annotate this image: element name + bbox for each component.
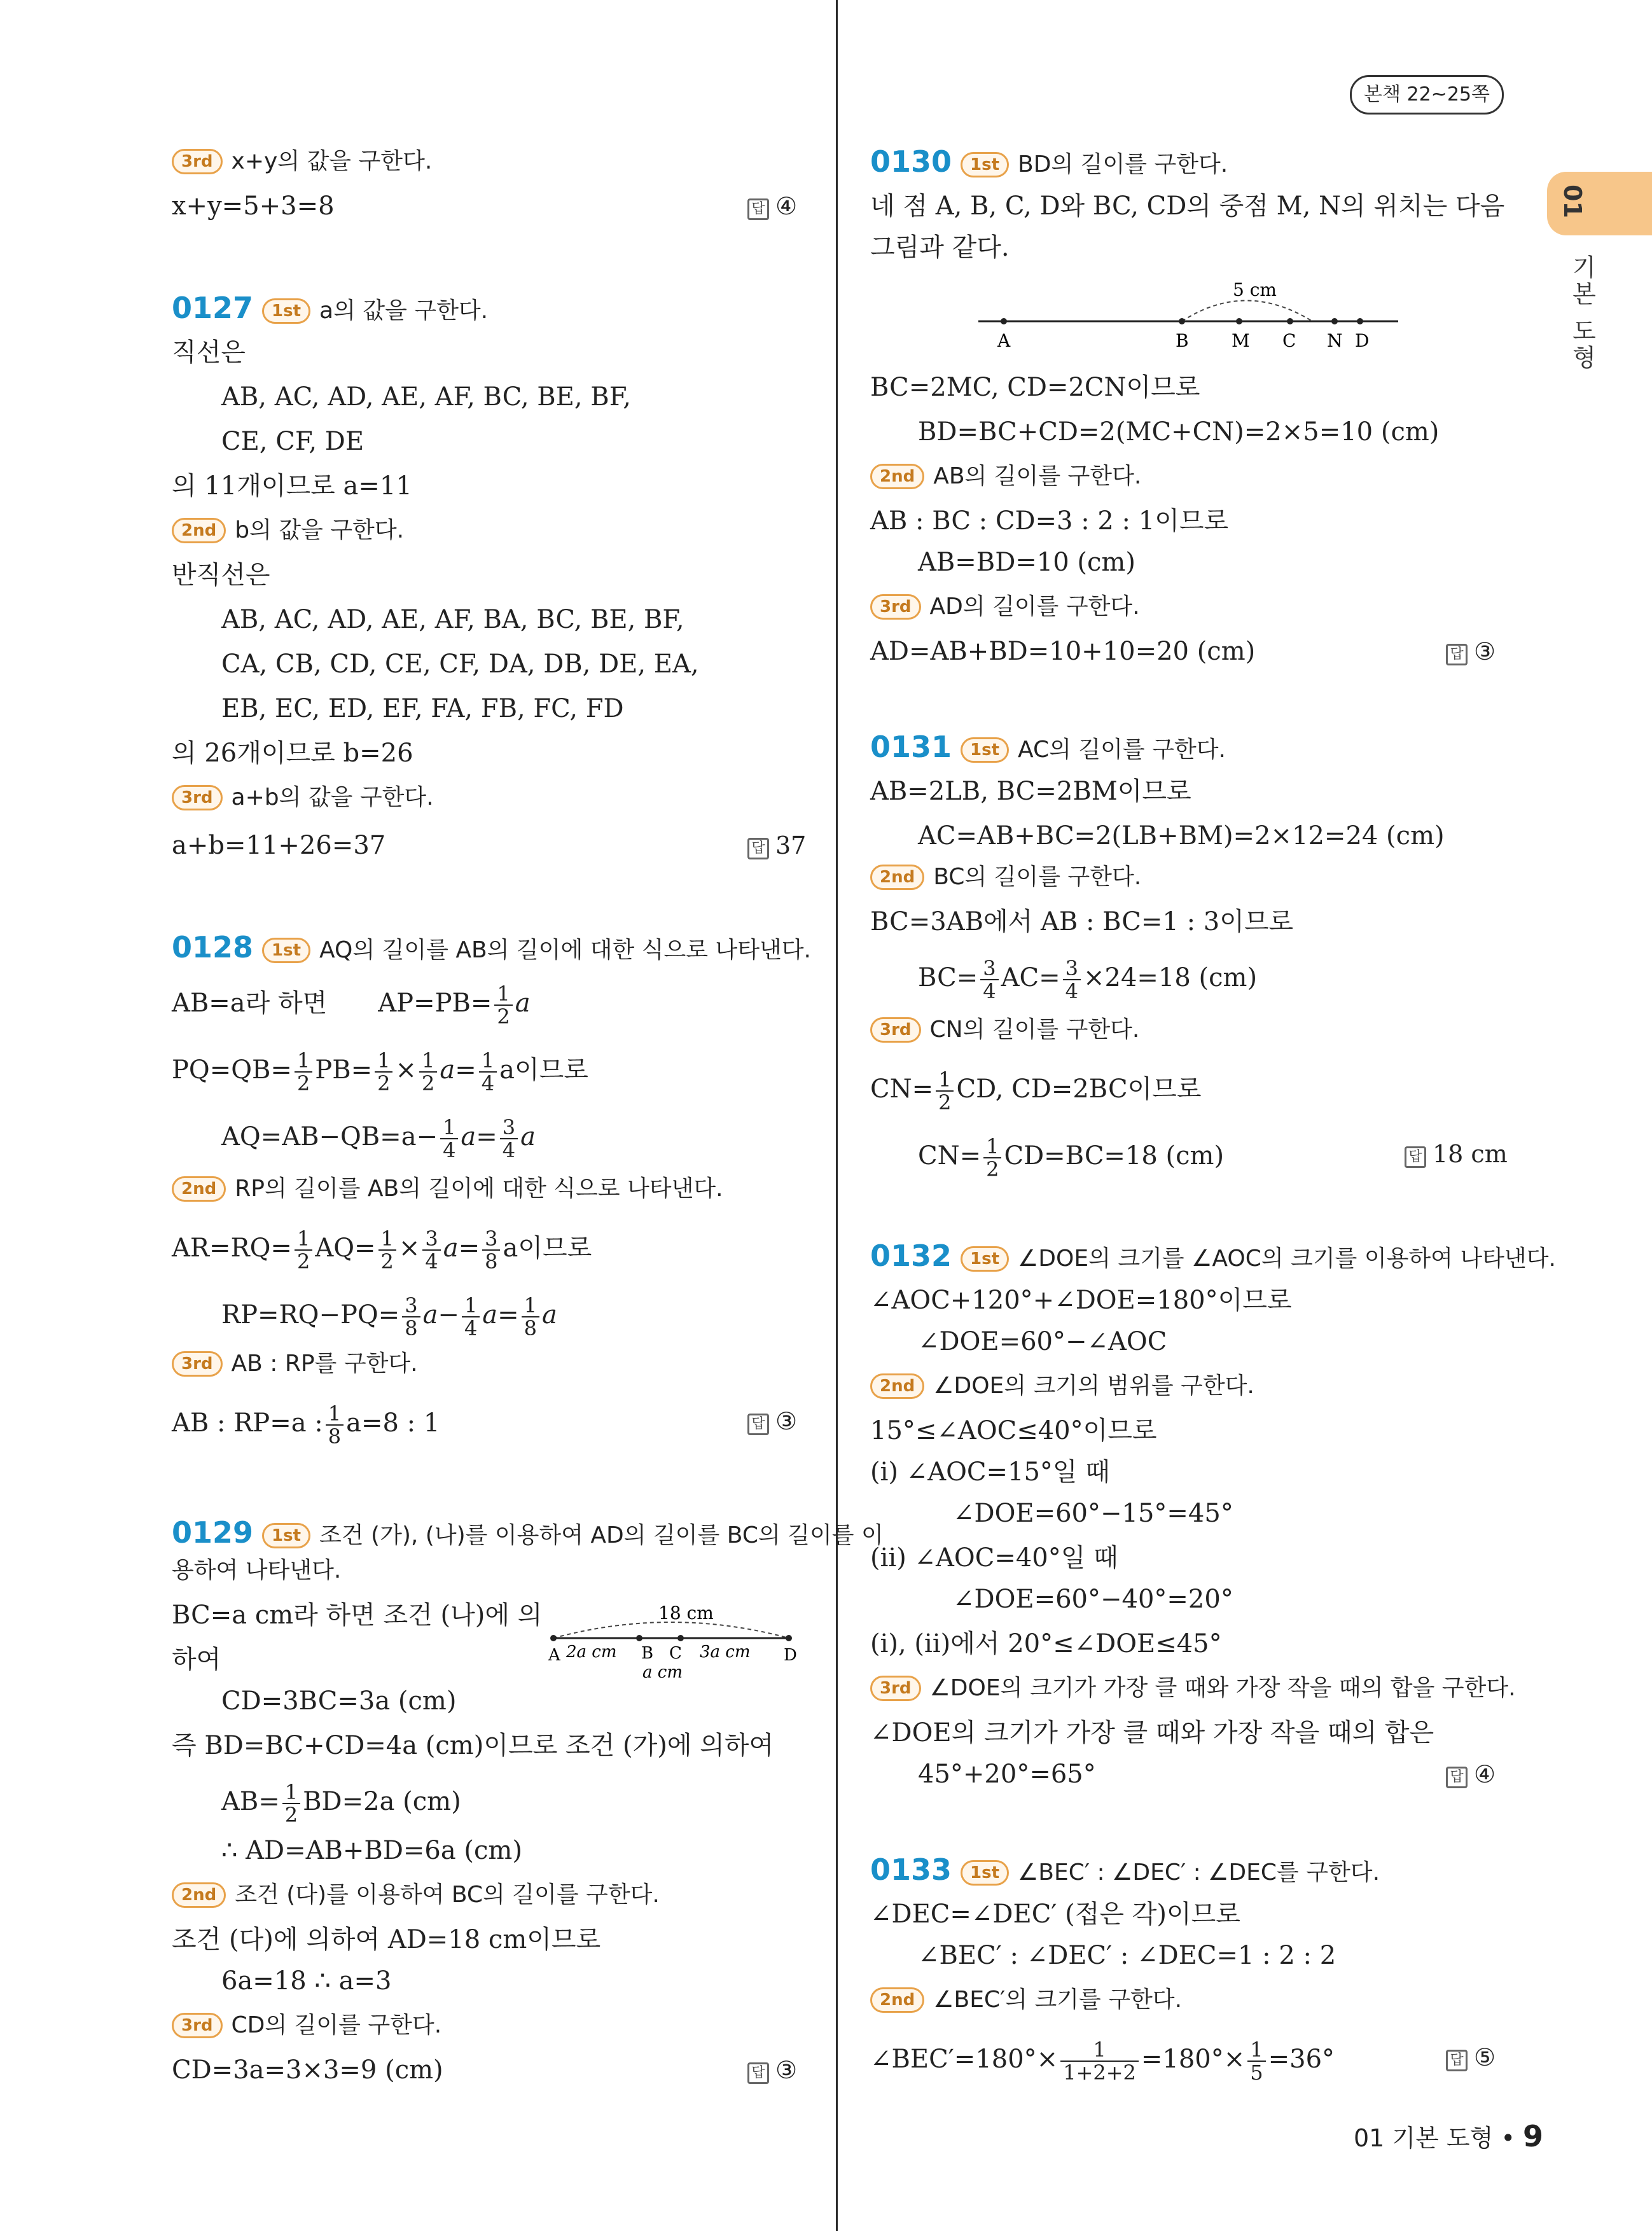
math-line: ∠DOE의 크기가 가장 클 때와 가장 작을 때의 합은 xyxy=(870,1718,1434,1748)
problem-0132-header: 0132 1st ∠DOE의 크기를 ∠AOC의 크기를 이용하여 나타낸다. xyxy=(870,1239,1556,1273)
math-line: AB : BC : CD=3 : 2 : 1이므로 xyxy=(870,506,1229,536)
math-line: BC=3AB에서 AB : BC=1 : 3이므로 xyxy=(870,907,1294,936)
problem-0128-header: 0128 1st AQ의 길이를 AB의 길이에 대한 식으로 나타낸다. xyxy=(172,930,811,964)
math-line: ∠DOE=60°−40°=20° xyxy=(953,1585,1233,1614)
math-line: AC=AB+BC=2(LB+BM)=2×12=24 (cm) xyxy=(918,821,1445,851)
math-line: CA, CB, CD, CE, CF, DA, DB, DE, EA, xyxy=(221,650,699,679)
text-line: 네 점 A, B, C, D와 BC, CD의 중점 M, N의 위치는 다음 xyxy=(870,191,1505,221)
text-line: 즉 BD=BC+CD=4a (cm)이므로 조건 (가)에 의하여 xyxy=(172,1731,774,1760)
step-line: 2nd AB의 길이를 구한다. xyxy=(870,461,1141,492)
answer: 답 ③ xyxy=(747,2055,797,2085)
math-line: AB=BD=10 (cm) xyxy=(918,548,1135,577)
answer: 답 ⑤ xyxy=(1446,2042,1496,2073)
step-line: 3rd AD의 길이를 구한다. xyxy=(870,592,1140,622)
svg-text:5 cm: 5 cm xyxy=(1233,279,1277,300)
step-line: 2nd 조건 (다)를 이용하여 BC의 길이를 구한다. xyxy=(172,1880,660,1910)
math-line: BD=BC+CD=2(MC+CN)=2×5=10 (cm) xyxy=(918,417,1440,447)
svg-text:B: B xyxy=(641,1644,654,1663)
svg-text:C: C xyxy=(1282,330,1296,351)
step-line: 3rd CD의 길이를 구한다. xyxy=(172,2010,441,2041)
page-number: 9 xyxy=(1522,2119,1543,2153)
math-line: x+y=5+3=8 xyxy=(172,191,335,221)
text-line: 의 11개이므로 a=11 xyxy=(172,471,412,501)
text-line: BC=a cm라 하면 조건 (나)에 의 xyxy=(172,1601,543,1630)
svg-text:M: M xyxy=(1232,330,1250,351)
step-line: 3rd x+y의 값을 구한다. xyxy=(172,146,432,177)
answer: 답 37 xyxy=(747,830,806,861)
math-line: CN= $\frac{1}{2}$ CD, CD=2BC이므로 xyxy=(870,1067,1202,1115)
math-line: CD=3a=3×3=9 (cm) xyxy=(172,2055,443,2085)
math-line: PQ=QB= $\frac{1}{2}$ PB= $\frac{1}{2}$ × $\frac{1}{2}$ a= $\frac{1}{4}$ a이므로 xyxy=(172,1048,588,1095)
answer: 답 ③ xyxy=(747,1406,797,1436)
step-line: 2nd b의 값을 구한다. xyxy=(172,515,404,546)
math-line: AB= $\frac{1}{2}$ BD=2a (cm) xyxy=(221,1780,461,1827)
text-line: 그림과 같다. xyxy=(870,233,1010,262)
svg-text:B: B xyxy=(1176,330,1189,351)
math-line: AD=AB+BD=10+10=20 (cm) xyxy=(870,637,1256,666)
svg-text:A: A xyxy=(548,1646,560,1665)
answer: 답 18 cm xyxy=(1405,1139,1508,1169)
chapter-tab-number: 01 xyxy=(1558,184,1586,218)
svg-text:A: A xyxy=(997,330,1011,351)
svg-text:a cm: a cm xyxy=(642,1663,683,1682)
text-line: 반직선은 xyxy=(172,560,270,590)
step-line: 2nd ∠DOE의 크기의 범위를 구한다. xyxy=(870,1371,1254,1401)
math-line: AB : RP=a : $\frac{1}{8}$ a=8 : 1 xyxy=(172,1401,440,1449)
answer: 답 ④ xyxy=(747,191,797,221)
svg-text:N: N xyxy=(1327,330,1343,351)
problem-0130-header: 0130 1st BD의 길이를 구한다. xyxy=(870,144,1228,179)
text-line: 하여 xyxy=(172,1645,221,1674)
math-line: a+b=11+26=37 xyxy=(172,831,386,860)
svg-text:D: D xyxy=(784,1646,797,1665)
math-line: RP=RQ−PQ= $\frac{3}{8}$ a− $\frac{1}{4}$ a= $\frac{1}{8}$ a xyxy=(221,1293,557,1340)
problem-0127-header: 0127 1st a의 값을 구한다. xyxy=(172,291,489,325)
step-line: 3rd a+b의 값을 구한다. xyxy=(172,782,434,813)
page-footer: 01 기본 도형 • 9 xyxy=(1354,2119,1543,2153)
step-line: 3rd ∠DOE의 크기가 가장 클 때와 가장 작을 때의 합을 구한다. xyxy=(870,1673,1516,1704)
math-line: AB=a라 하면 AP=PB= $\frac{1}{2}$ a xyxy=(172,982,531,1029)
page-reference: 본책 22~25쪽 xyxy=(1350,75,1504,115)
math-line: (i) ∠AOC=15°일 때 xyxy=(870,1457,1110,1487)
svg-text:2a cm: 2a cm xyxy=(566,1643,617,1662)
step-line: 2nd BC의 길이를 구한다. xyxy=(870,862,1141,893)
math-line: (ii) ∠AOC=40°일 때 xyxy=(870,1543,1118,1573)
math-line: AB, AC, AD, AE, AF, BA, BC, BE, BF, xyxy=(221,605,684,634)
math-line: CN= $\frac{1}{2}$ CD=BC=18 (cm) xyxy=(918,1134,1225,1181)
svg-text:18 cm: 18 cm xyxy=(658,1602,714,1623)
svg-text:C: C xyxy=(669,1644,682,1663)
answer: 답 ④ xyxy=(1446,1759,1496,1790)
problem-0129-header: 0129 1st 조건 (가), (나)를 이용하여 AD의 길이를 BC의 길이를 이 xyxy=(172,1515,884,1550)
problem-0131-header: 0131 1st AC의 길이를 구한다. xyxy=(870,730,1226,764)
math-line: AQ=AB−QB=a− $\frac{1}{4}$ a= $\frac{3}{4}$ a xyxy=(221,1115,536,1162)
math-line: 6a=18 ∴ a=3 xyxy=(221,1966,392,1996)
text-line: 의 26개이므로 b=26 xyxy=(172,739,413,768)
math-line: ∠BEC′ : ∠DEC′ : ∠DEC=1 : 2 : 2 xyxy=(918,1941,1336,1970)
math-line: 45°+20°=65° xyxy=(918,1760,1096,1789)
problem-0133-header: 0133 1st ∠BEC′ : ∠DEC′ : ∠DEC를 구한다. xyxy=(870,1852,1380,1887)
math-line: CE, CF, DE xyxy=(221,427,364,456)
step-line: 3rd CN의 길이를 구한다. xyxy=(870,1015,1139,1045)
math-line: ∠DOE=60°−15°=45° xyxy=(953,1499,1233,1528)
math-line: ∠DOE=60°−∠AOC xyxy=(918,1327,1167,1356)
math-line: CD=3BC=3a (cm) xyxy=(221,1686,457,1716)
segment-diagram-0130 xyxy=(978,274,1424,356)
math-line: BC= $\frac{3}{4}$ AC= $\frac{3}{4}$ ×24=18 (cm) xyxy=(918,956,1258,1003)
math-line: EB, EC, ED, EF, FA, FB, FC, FD xyxy=(221,694,624,723)
svg-text:3a cm: 3a cm xyxy=(700,1643,751,1662)
math-line: BC=2MC, CD=2CN이므로 xyxy=(870,373,1200,402)
chapter-tab-label: 기본 도형 xyxy=(1568,254,1596,372)
step-line: 2nd ∠BEC′의 크기를 구한다. xyxy=(870,1985,1182,2015)
segment-diagram-0129 xyxy=(547,1600,802,1683)
math-line: ∠BEC′=180°× $\frac{1}{1+2+2}$ =180°× $\frac{1}{5}$ =36° xyxy=(870,2038,1335,2085)
column-divider xyxy=(836,0,838,2231)
math-line: ∴ AD=AB+BD=6a (cm) xyxy=(221,1836,522,1865)
math-line: AR=RQ= $\frac{1}{2}$ AQ= $\frac{1}{2}$ × $\frac{3}{4}$ a= $\frac{3}{8}$ a이므로 xyxy=(172,1227,592,1274)
footer-chapter: 01 기본 도형 xyxy=(1354,2124,1494,2152)
math-line: AB=2LB, BC=2BM이므로 xyxy=(870,777,1191,806)
math-line: 15°≤∠AOC≤40°이므로 xyxy=(870,1416,1157,1445)
step-line: 3rd AB : RP를 구한다. xyxy=(172,1349,418,1379)
step-line-cont: 용하여 나타낸다. xyxy=(172,1557,342,1583)
math-line: ∠AOC+120°+∠DOE=180°이므로 xyxy=(870,1286,1292,1315)
answer: 답 ③ xyxy=(1446,636,1496,667)
math-line: (i), (ii)에서 20°≤∠DOE≤45° xyxy=(870,1629,1222,1658)
text-line: 조건 (다)에 의하여 AD=18 cm이므로 xyxy=(172,1925,601,1954)
text-line: 직선은 xyxy=(172,338,246,367)
math-line: AB, AC, AD, AE, AF, BC, BE, BF, xyxy=(221,382,631,412)
step-line: 2nd RP의 길이를 AB의 길이에 대한 식으로 나타낸다. xyxy=(172,1174,723,1204)
svg-text:D: D xyxy=(1355,330,1370,351)
math-line: ∠DEC=∠DEC′ (접은 각)이므로 xyxy=(870,1900,1240,1929)
